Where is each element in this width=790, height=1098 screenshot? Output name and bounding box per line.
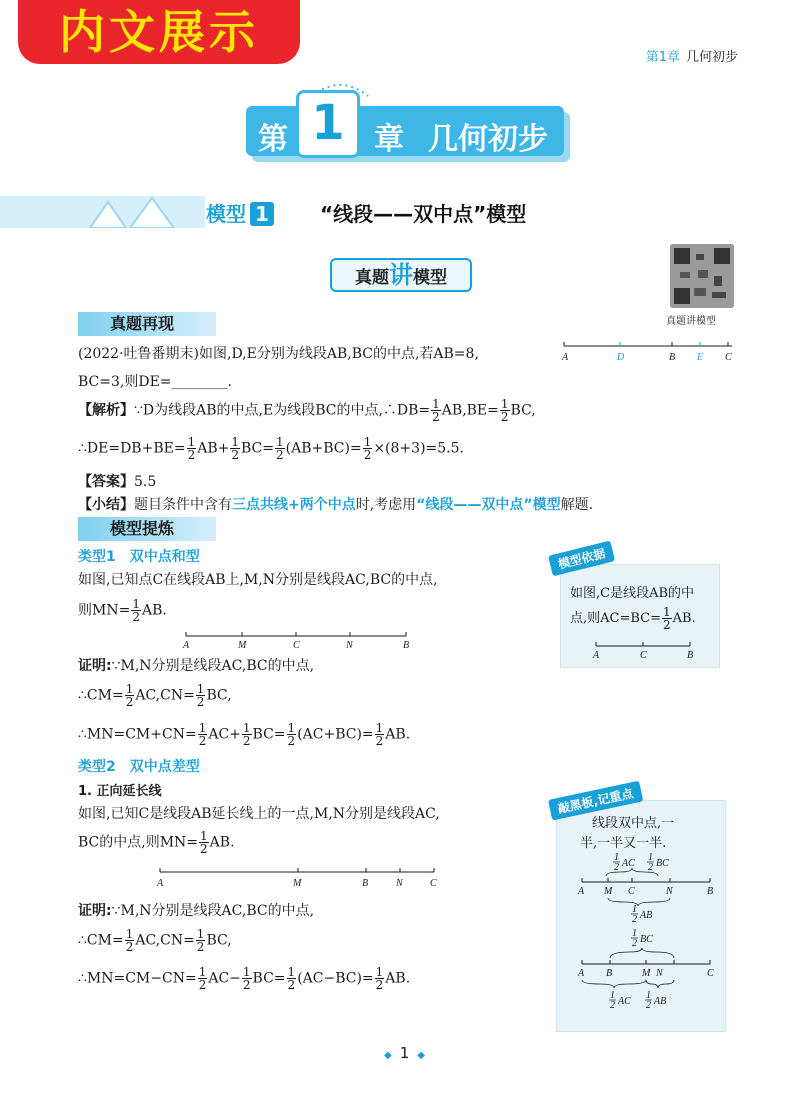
type2-proof2	[78, 928, 232, 953]
type1-text: 则MN=	[78, 602, 131, 619]
svg-text:1: 1	[614, 852, 619, 863]
fraction-half: $\frac{1}{2}$	[363, 435, 372, 462]
fraction-half: $\frac{1}{2}$	[198, 721, 207, 748]
type1-proof3	[78, 722, 410, 747]
fraction-half: $\frac{1}{2}$	[125, 927, 134, 954]
chapter-suffix: 章	[374, 122, 404, 157]
fig-label-c: C	[430, 878, 437, 889]
svg-text:2: 2	[646, 1000, 651, 1011]
proof-text: ∵M,N分别是线段AC,BC的中点,	[111, 658, 315, 674]
proof-text: BC=	[252, 970, 286, 987]
fig-label-m: M	[238, 640, 247, 651]
frac-label-ac: AC	[618, 996, 631, 1007]
fraction-half: $\frac{1}{2}$	[663, 605, 671, 632]
svg-text:2: 2	[632, 914, 637, 925]
summary-text: 解题.	[560, 497, 594, 513]
running-header	[646, 46, 738, 65]
type2-proof1	[78, 900, 314, 920]
proof-text: (AC−BC)=	[297, 970, 374, 987]
fraction-half: $\frac{1}{2}$	[242, 721, 251, 748]
summary-text: 题目条件中含有	[134, 497, 232, 513]
model-bar-decoration	[0, 196, 205, 228]
fig-label-a: A	[593, 650, 600, 661]
proof-label: 证明:	[78, 903, 112, 919]
section-real-question: 真题再现	[78, 312, 216, 336]
svg-text:1: 1	[632, 904, 637, 915]
fraction-half: $\frac{1}{2}$	[187, 435, 196, 462]
proof-text: BC=	[252, 726, 286, 743]
problem-figure	[560, 334, 740, 364]
answer-value: 5.5	[134, 474, 157, 490]
fraction-half: $\frac{1}{2}$	[432, 397, 440, 424]
type1-figure	[180, 626, 414, 652]
type1-text: AB.	[141, 602, 167, 619]
type1-proof2	[78, 683, 232, 708]
type2-proof3	[78, 966, 410, 991]
svg-text:1: 1	[648, 852, 653, 863]
fig-label-n: N	[656, 968, 663, 979]
fraction-half: $\frac{1}{2}$	[242, 965, 251, 992]
type1-proof1	[78, 655, 314, 675]
frac-label-bc: BC	[656, 858, 669, 869]
note1-text: AB.	[672, 611, 696, 626]
proof-text: AC,CN=	[135, 932, 195, 949]
analysis-text: ∴DE=DB+BE=	[78, 440, 186, 457]
fraction-half: $\frac{1}{2}$	[132, 597, 140, 624]
chapter-title: 几何初步	[428, 122, 548, 157]
fraction-half: $\frac{1}{2}$	[375, 721, 384, 748]
answer-label: 【答案】	[78, 474, 134, 490]
proof-label: 证明:	[78, 658, 112, 674]
diamond-icon: ◆	[417, 1050, 425, 1061]
zhenti-post: 模型	[413, 268, 447, 288]
type1-line2	[78, 598, 167, 623]
qr-caption: 真题讲模型	[666, 316, 716, 327]
summary-highlight: “线段——双中点”模型	[416, 497, 561, 513]
proof-text: ∴MN=CM+CN=	[78, 726, 197, 743]
fraction-half: $\frac{1}{2}$	[200, 829, 208, 856]
note1-text: 点,则AC=BC=	[570, 611, 661, 626]
zhenti-pre: 真题	[355, 268, 389, 288]
fraction-half: $\frac{1}{2}$	[196, 682, 205, 709]
analysis-label: 【解析】	[78, 402, 134, 419]
model-label-text: 模型	[206, 202, 246, 226]
analysis-text: AB+	[197, 440, 230, 457]
fraction-half: $\frac{1}{2}$	[375, 965, 384, 992]
fig-label-m: M	[293, 878, 302, 889]
fig-label-e: E	[697, 352, 704, 363]
running-header-title: 几何初步	[685, 50, 738, 65]
type2-sub: 1. 正向延长线	[78, 784, 162, 799]
analysis-text: AB,BE=	[441, 402, 499, 419]
proof-text: ∴CM=	[78, 932, 124, 949]
analysis-text: ×(8+3)=5.5.	[373, 440, 464, 457]
fraction-half: $\frac{1}{2}$	[125, 682, 134, 709]
fraction-half: $\frac{1}{2}$	[198, 965, 207, 992]
proof-text: BC,	[206, 687, 232, 704]
proof-text: (AC+BC)=	[297, 726, 374, 743]
type2-line2	[78, 830, 235, 855]
zhenti-box	[330, 258, 472, 292]
proof-text: ∴MN=CM−CN=	[78, 970, 197, 987]
proof-text: ∵M,N分别是线段AC,BC的中点,	[111, 903, 315, 919]
type2-heading: 类型2 双中点差型	[78, 759, 200, 775]
fig-label-a: A	[183, 640, 190, 651]
analysis-text: ∵D为线段AB的中点,E为线段BC的中点,∴DB=	[134, 402, 431, 419]
fig-label-b: B	[669, 352, 676, 363]
fig-label-m: M	[642, 968, 651, 979]
model-name: “线段——双中点”模型	[320, 202, 527, 226]
fig-label-a: A	[578, 886, 585, 897]
fig-label-c: C	[293, 640, 300, 651]
fig-label-b: B	[707, 886, 714, 897]
svg-text:1: 1	[632, 928, 637, 939]
fig-label-c: C	[725, 352, 732, 363]
fig-label-n: N	[396, 878, 403, 889]
fraction-half: $\frac{1}{2}$	[287, 965, 296, 992]
fig-label-a: A	[157, 878, 164, 889]
fig-label-c: C	[707, 968, 714, 979]
svg-text:1: 1	[610, 990, 615, 1001]
fig-label-d: D	[617, 352, 625, 363]
svg-text:2: 2	[648, 862, 653, 873]
note-model-basis-tag: 模型依据	[548, 541, 615, 577]
note2-line1: 线段双中点,一	[592, 816, 675, 831]
proof-text: AC−	[208, 970, 241, 987]
proof-text: AC,CN=	[135, 687, 195, 704]
problem-line2: BC=3,则DE=________.	[78, 374, 232, 390]
diamond-icon: ◆	[384, 1050, 392, 1061]
model-number: 1	[250, 202, 274, 226]
answer-line	[78, 471, 156, 491]
running-header-chapter: 第1章	[645, 50, 680, 65]
fig-label-c: C	[640, 650, 647, 661]
note2-line2: 半,一半又一半.	[580, 836, 667, 851]
type2-text: BC的中点,则MN=	[78, 834, 199, 851]
chapter-prefix: 第	[258, 122, 288, 157]
fig-label-b: B	[403, 640, 410, 651]
frac-label-bc: BC	[640, 934, 653, 945]
fraction-half: $\frac{1}{2}$	[196, 927, 205, 954]
frac-label-ab: AB	[654, 996, 667, 1007]
fig-label-c: C	[628, 886, 635, 897]
chapter-number: 1	[296, 90, 360, 158]
promo-badge: 内文展示	[18, 0, 300, 64]
type1-line1: 如图,已知点C在线段AB上,M,N分别是线段AC,BC的中点,	[78, 572, 438, 588]
frac-label-ab: AB	[640, 910, 653, 921]
svg-text:2: 2	[610, 1000, 615, 1011]
summary-highlight: 三点共线+两个中点	[232, 497, 356, 513]
fig-label-b: B	[606, 968, 613, 979]
summary-line	[78, 494, 593, 514]
analysis-line1	[78, 398, 536, 423]
note1-line1: 如图,C是线段AB的中	[570, 586, 695, 601]
summary-text: 时,考虑用	[355, 497, 417, 513]
fig-label-b: B	[687, 650, 694, 661]
svg-text:1: 1	[646, 990, 651, 1001]
fig-label-a: A	[578, 968, 585, 979]
fraction-half: $\frac{1}{2}$	[276, 435, 284, 462]
summary-label: 【小结】	[78, 497, 134, 513]
frac-label-ac: AC	[622, 858, 635, 869]
zhenti-big: 讲	[389, 261, 413, 289]
note1-figure	[590, 636, 700, 662]
svg-text:2: 2	[632, 938, 637, 949]
analysis-text: (AB+BC)=	[285, 440, 362, 457]
type2-text: AB.	[209, 834, 235, 851]
analysis-text: BC,	[510, 402, 536, 419]
note1-line2	[570, 606, 696, 631]
analysis-text: BC=	[241, 440, 274, 457]
problem-line1: (2022·吐鲁番期末)如图,D,E分别为线段AB,BC的中点,若AB=8,	[78, 346, 479, 362]
fig-label-n: N	[346, 640, 353, 651]
fig-label-a: A	[562, 352, 569, 363]
proof-text: ∴CM=	[78, 687, 124, 704]
note-key-point-tag: 敲黑板,记重点	[548, 781, 643, 821]
page-number	[376, 1044, 433, 1062]
qr-code[interactable]	[670, 244, 734, 308]
page-number-value: 1	[399, 1044, 410, 1062]
model-label	[206, 198, 278, 227]
fig-label-n: N	[666, 886, 673, 897]
proof-text: AB.	[385, 970, 411, 987]
type1-heading: 类型1 双中点和型	[78, 549, 200, 565]
fraction-half: $\frac{1}{2}$	[500, 397, 509, 424]
analysis-line2	[78, 436, 464, 461]
fig-label-b: B	[362, 878, 369, 889]
fig-label-m: M	[604, 886, 613, 897]
proof-text: AB.	[385, 726, 411, 743]
section-model-refine: 模型提炼	[78, 517, 216, 541]
type2-figure	[154, 862, 444, 890]
fraction-half: $\frac{1}{2}$	[231, 435, 239, 462]
fraction-half: $\frac{1}{2}$	[287, 721, 296, 748]
proof-text: AC+	[208, 726, 241, 743]
svg-text:2: 2	[614, 862, 619, 873]
proof-text: BC,	[206, 932, 232, 949]
note2-figures	[570, 848, 720, 1024]
type2-line1: 如图,已知C是线段AB延长线上的一点,M,N分别是线段AC,	[78, 806, 440, 822]
